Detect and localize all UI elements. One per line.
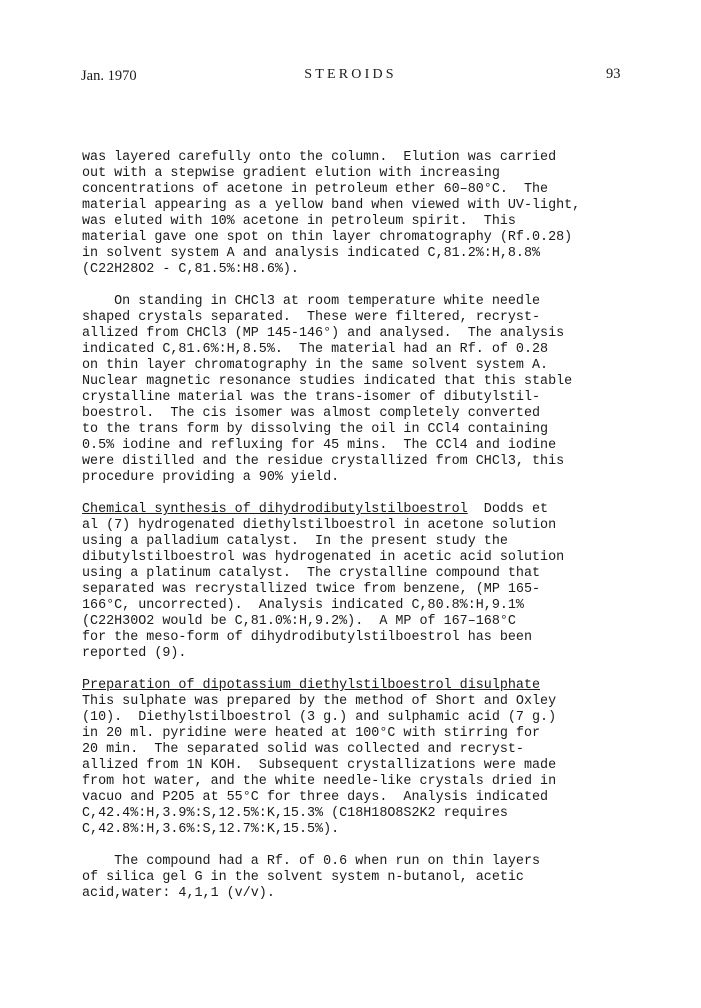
text-line: of silica gel G in the solvent system n-butanol, acetic [82,870,524,885]
text-line: 166°C, uncorrected). Analysis indicated C,80.8%:H,9.1% [82,598,524,613]
text-line: allized from 1N KOH. Subsequent crystallizations were made [82,758,557,773]
text-line: Nuclear magnetic resonance studies indicated that this stable [82,374,573,389]
text-line: This sulphate was prepared by the method of Short and Oxley [82,694,557,709]
text-line: for the meso-form of dihydrodibutylstilboestrol has been [82,630,532,645]
text-line: in 20 ml. pyridine were heated at 100°C with stirring for [82,726,541,741]
text-line: material appearing as a yellow band when viewed with UV-light, [82,198,581,213]
text-line: procedure providing a 90% yield. [82,470,340,485]
text-line: C,42.4%:H,3.9%:S,12.5%:K,15.3% (C18H18O8S2K2 requires [82,806,508,821]
journal-title: STEROIDS [304,67,397,82]
paragraph-crystallization [82,294,642,486]
text-line: dibutylstilboestrol was hydrogenated in acetic acid solution [82,550,565,565]
text-line: on thin layer chromatography in the same solvent system A. [82,358,549,373]
text-line: separated was recrystallized twice from benzene, (MP 165- [82,582,541,597]
text-line: to the trans form by dissolving the oil in CCl4 containing [82,422,549,437]
text-line: vacuo and P2O5 at 55°C for three days. Analysis indicated [82,790,549,805]
text-line: (10). Diethylstilboestrol (3 g.) and sulphamic acid (7 g.) [82,710,557,725]
text-line: concentrations of acetone in petroleum ether 60–80°C. The [82,182,549,197]
text-run: Dodds et [467,502,549,517]
text-line: On standing in CHCl3 at room temperature white needle [82,294,541,309]
text-line: shaped crystals separated. These were filtered, recryst- [82,310,541,325]
text-line: using a platinum catalyst. The crystalline compound that [82,566,541,581]
section-heading: Preparation of dipotassium diethylstilboestrol disulphate [82,678,541,693]
text-line: was layered carefully onto the column. Elution was carried [82,150,557,165]
text-line: (C22H30O2 would be C,81.0%:H,9.2%). A MP of 167–168°C [82,614,516,629]
text-line: was eluted with 10% acetone in petroleum spirit. This [82,214,516,229]
text-line: in solvent system A and analysis indicated C,81.2%:H,8.8% [82,246,541,261]
text-line: C,42.8%:H,3.6%:S,12.7%:K,15.5%). [82,822,340,837]
text-line: boestrol. The cis isomer was almost completely converted [82,406,541,421]
text-line: from hot water, and the white needle-like crystals dried in [82,774,557,789]
text-line: out with a stepwise gradient elution with increasing [82,166,500,181]
text-line: 20 min. The separated solid was collected and recryst- [82,742,524,757]
paragraph-dipotassium-preparation [82,678,642,838]
paragraph-rf-value [82,854,642,902]
text-line [82,502,642,518]
text-line: 0.5% iodine and refluxing for 45 mins. The CCl4 and iodine [82,438,557,453]
text-line: reported (9). [82,646,187,661]
text-line: (C22H28O2 - C,81.5%:H8.6%). [82,262,299,277]
text-line: crystalline material was the trans-isomer of dibutylstil- [82,390,541,405]
paragraph-elution [82,150,642,278]
text-line: allized from CHCl3 (MP 145-146°) and analysed. The analysis [82,326,565,341]
article-body [82,150,642,902]
text-line: The compound had a Rf. of 0.6 when run on thin layers [82,854,541,869]
paragraph-chemical-synthesis [82,502,642,662]
page-number: 93 [606,66,621,82]
issue-date: Jan. 1970 [81,68,137,84]
page-header [0,64,701,88]
text-line: al (7) hydrogenated diethylstilboestrol in acetone solution [82,518,557,533]
text-line: indicated C,81.6%:H,8.5%. The material had an Rf. of 0.28 [82,342,549,357]
text-line: acid,water: 4,1,1 (v/v). [82,886,275,901]
section-heading: Chemical synthesis of dihydrodibutylstilboestrol [82,502,468,517]
text-line: were distilled and the residue crystallized from CHCl3, this [82,454,565,469]
text-line: material gave one spot on thin layer chromatography (Rf.0.28) [82,230,573,245]
text-line: using a palladium catalyst. In the present study the [82,534,508,549]
